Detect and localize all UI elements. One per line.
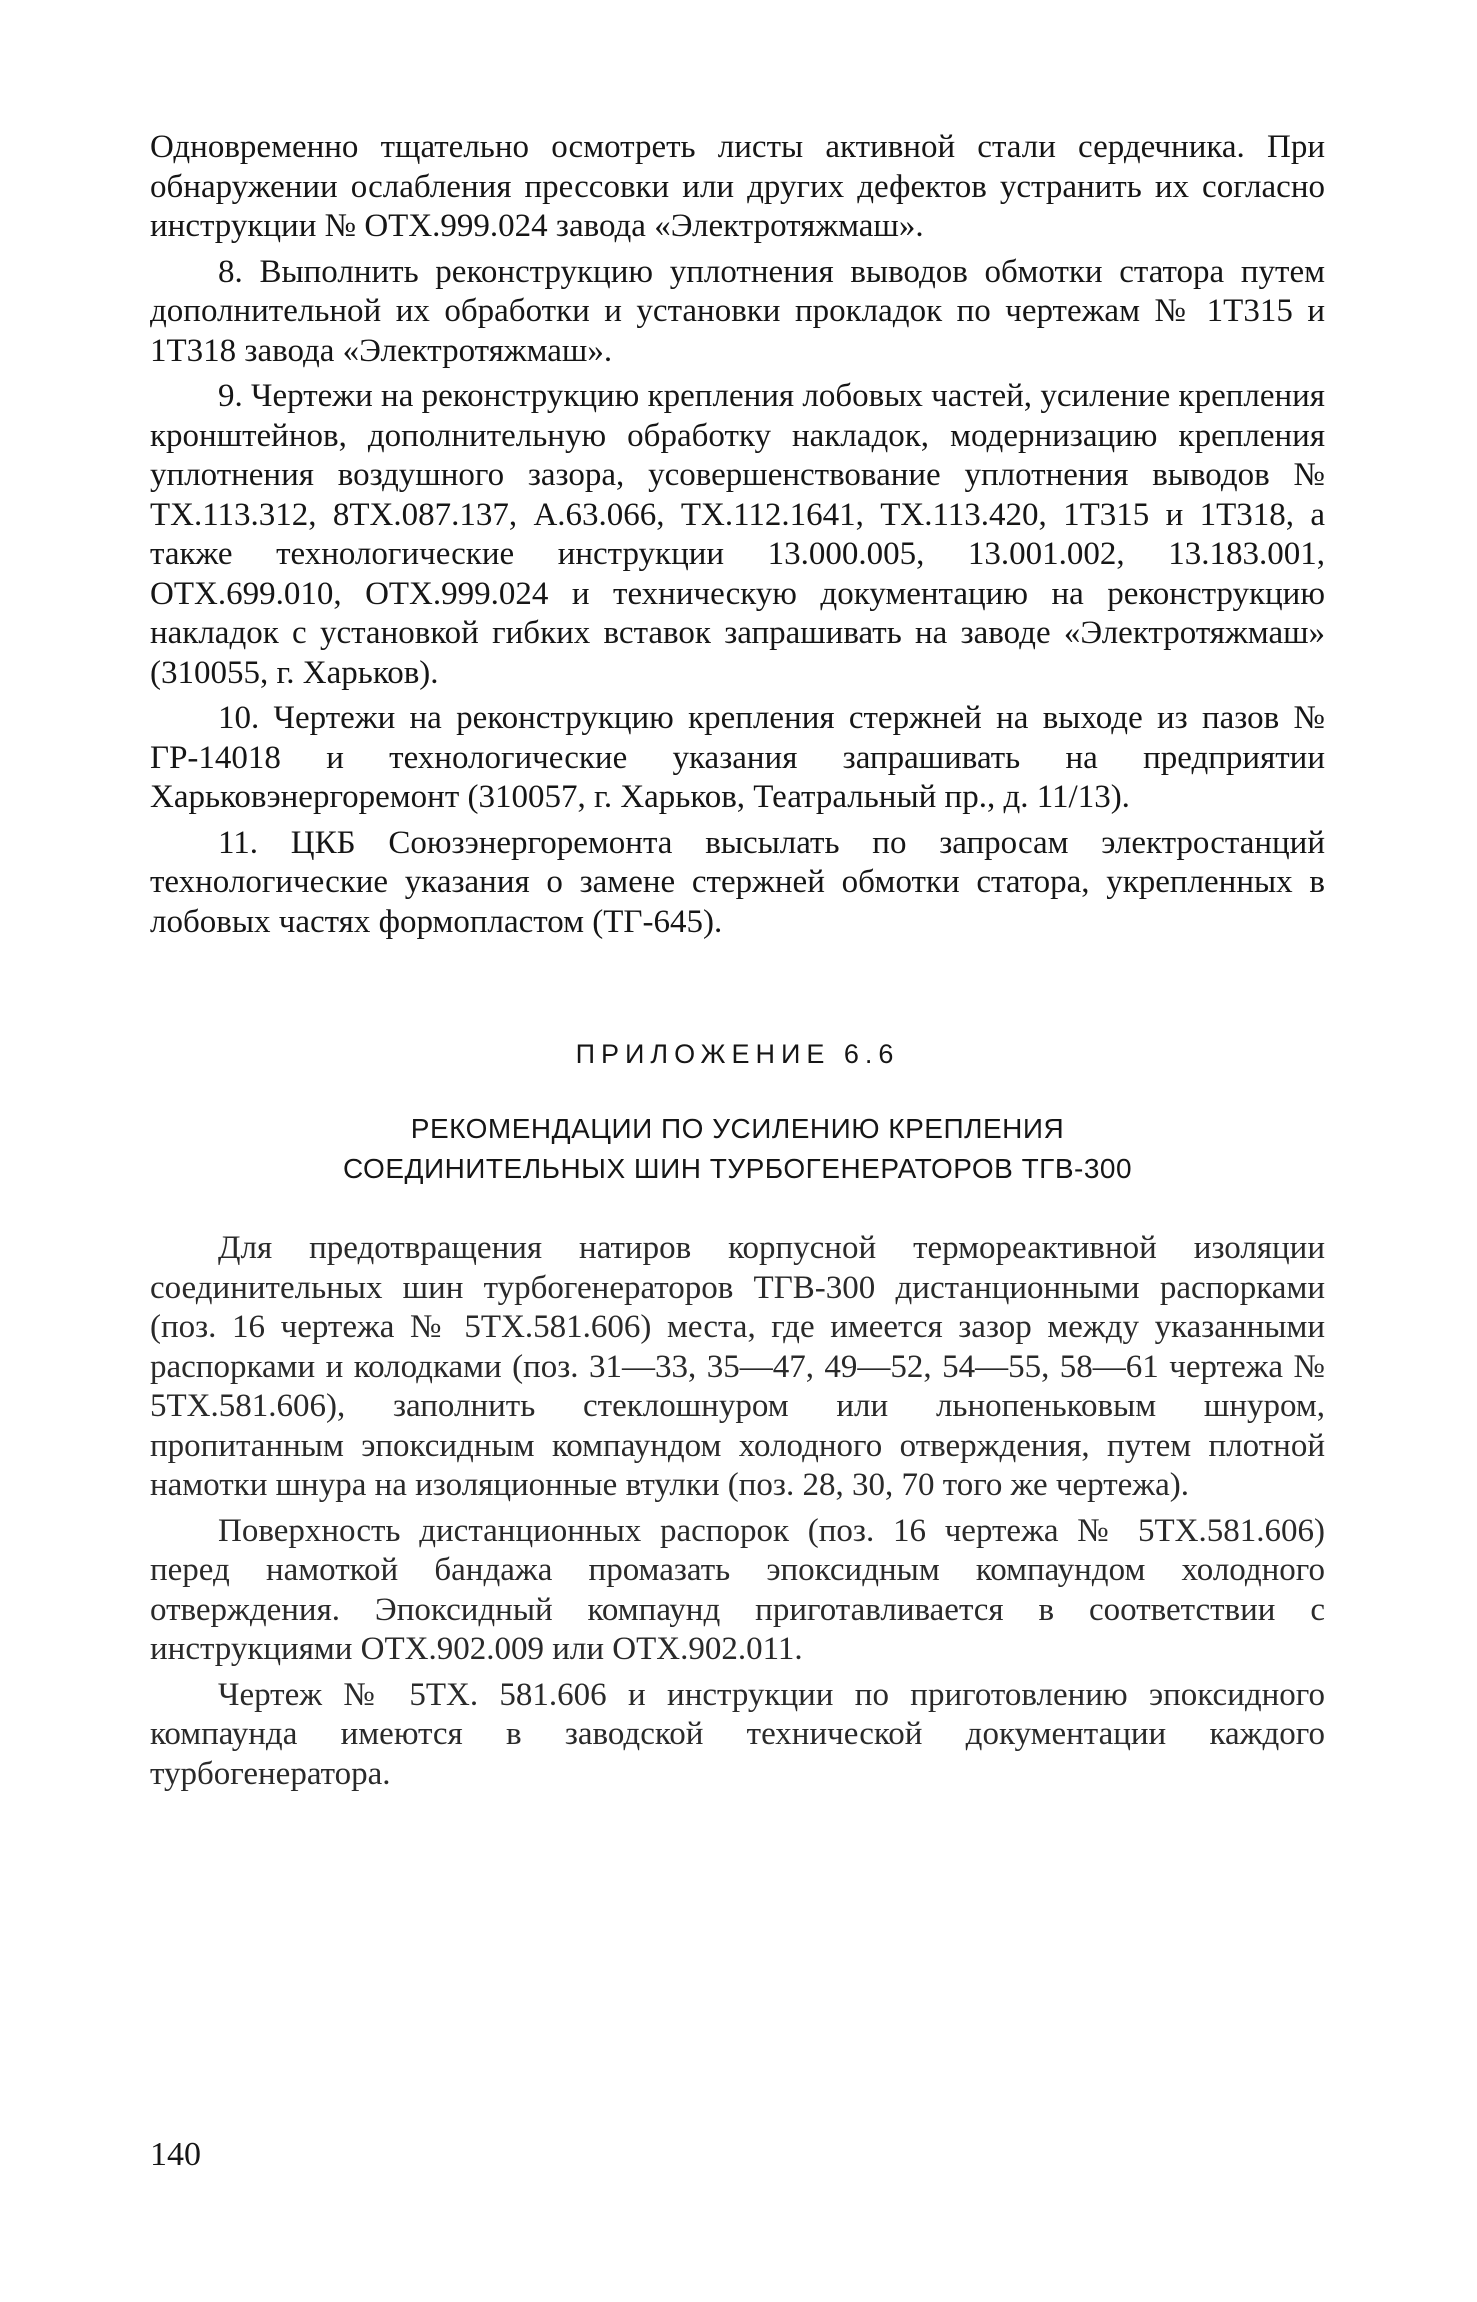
appendix-paragraph-2: Поверхность дистанционных распорок (поз. 16 чертежа № 5ТХ.581.606) перед намоткой бандажа промазать эпоксидным компаундом холодного отверждения. Эпоксидный компаунд приготавливается в соответствии с инструкциями ОТХ.902.009 или ОТХ.902.011. xyxy=(150,1512,1325,1667)
page-number: 140 xyxy=(150,2136,201,2173)
appendix-title xyxy=(150,1109,1325,1189)
page-body xyxy=(150,128,1325,1800)
paragraph-intro: Одновременно тщательно осмотреть листы активной стали сердечника. При обнаружении ослабления прессовки или других дефектов устранить их согласно инструкции № ОТХ.999.024 завода «Электротяжмаш». xyxy=(150,129,1325,244)
appendix-label: ПРИЛОЖЕНИЕ 6.6 xyxy=(575,1039,900,1069)
paragraph-item-9: 9. Чертежи на реконструкцию крепления лобовых частей, усиление крепления кронштейнов, дополнительную обработку накладок, модернизацию крепления уплотнения воздушного зазора, усовершенствование уплотнения выводов № ТХ.113.312, 8ТХ.087.137, А.63.066, ТХ.112.1641, ТХ.113.420, 1Т315 и 1Т318, а также технологические инструкции 13.000.005, 13.001.002, 13.183.001, ОТХ.699.010, ОТХ.999.024 и техническую документацию на реконструкцию накладок с установкой гибких вставок запрашивать на заводе «Электротяжмаш» (310055, г. Харьков). xyxy=(150,378,1325,691)
paragraph-item-8: 8. Выполнить реконструкцию уплотнения выводов обмотки статора путем дополнительной их обработки и установки прокладок по чертежам № 1Т315 и 1Т318 завода «Электротяжмаш». xyxy=(150,253,1325,369)
paragraph-item-11: 11. ЦКБ Союзэнергоремонта высылать по запросам электростанций технологические указания о замене стержней обмотки статора, укрепленных в лобовых частях формопластом (ТГ-645). xyxy=(150,824,1325,940)
appendix-paragraph-3: Чертеж № 5ТХ. 581.606 и инструкции по приготовлению эпоксидного компаунда имеются в заводской технической документации каждого турбогенератора. xyxy=(150,1676,1325,1792)
appendix-title-line-2: СОЕДИНИТЕЛЬНЫХ ШИН ТУРБОГЕНЕРАТОРОВ ТГВ-300 xyxy=(342,1153,1133,1184)
paragraph-item-10: 10. Чертежи на реконструкцию крепления стержней на выходе из пазов № ГР-14018 и технологические указания запрашивать на предприятии Харьковэнергоремонт (310057, г. Харьков, Театральный пр., д. 11/13). xyxy=(150,700,1325,815)
appendix-title-line-1: РЕКОМЕНДАЦИИ ПО УСИЛЕНИЮ КРЕПЛЕНИЯ xyxy=(410,1113,1065,1144)
appendix-paragraph-1: Для предотвращения натиров корпусной термореактивной изоляции соединительных шин турбогенераторов ТГВ-300 дистанционными распорками (поз. 16 чертежа № 5ТХ.581.606) места, где имеется зазор между указанными распорками и колодками (поз. 31—33, 35—47, 49—52, 54—55, 58—61 чертежа № 5ТХ.581.606), заполнить стеклошнуром или льнопеньковым шнуром, пропитанным эпоксидным компаундом холодного отверждения, путем плотной намотки шнура на изоляционные втулки (поз. 28, 30, 70 того же чертежа). xyxy=(150,1230,1325,1503)
